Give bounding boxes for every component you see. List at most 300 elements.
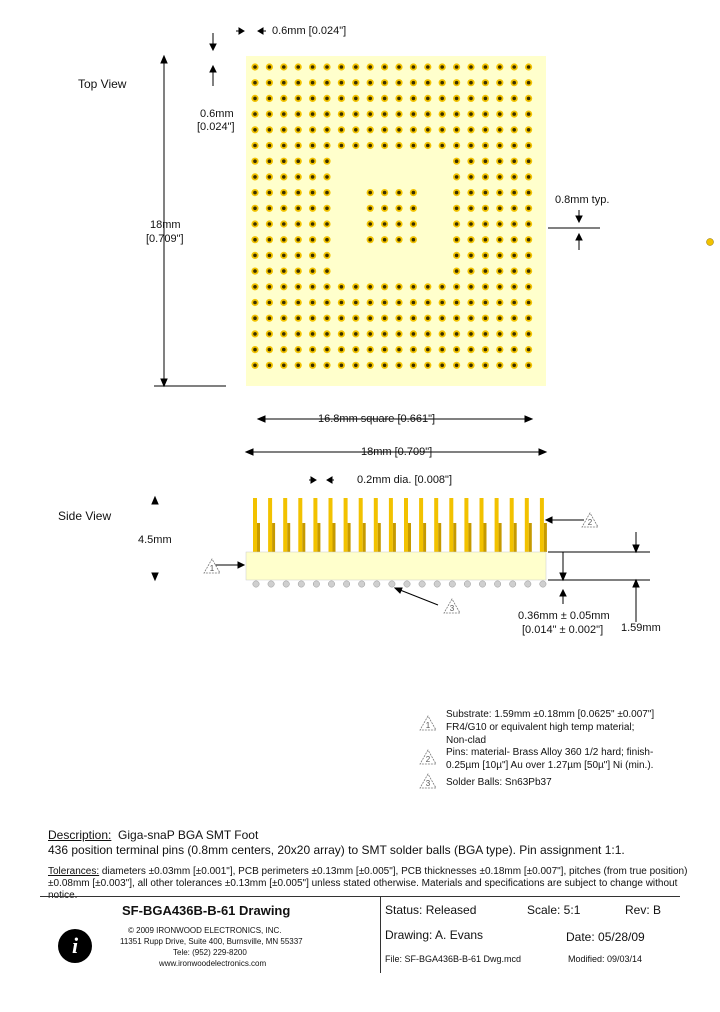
pin-center (455, 112, 459, 116)
side-pin-shoulder (514, 523, 517, 552)
pin-center (527, 285, 531, 289)
pin-center (397, 285, 401, 289)
solder-ball (434, 581, 440, 587)
pin-center (383, 97, 387, 101)
pin-center (325, 269, 329, 273)
side-pin (359, 498, 363, 552)
side-pin (480, 498, 484, 552)
solder-ball (404, 581, 410, 587)
marker-3-number: 3 (449, 604, 455, 613)
pin-center (354, 81, 358, 85)
pin-center (282, 159, 286, 163)
pin-center (253, 348, 257, 352)
pin-center (527, 316, 531, 320)
pin-center (282, 348, 286, 352)
pin-center (512, 65, 516, 69)
side-pin (389, 498, 393, 552)
pin-center (512, 222, 516, 226)
pin-center (512, 316, 516, 320)
pin-center (426, 364, 430, 368)
pin-center (296, 175, 300, 179)
pin-center (354, 144, 358, 148)
note-2-line-2: 0.25µm [10µ"] Au over 1.27µm [50µ"] Ni (min.). (446, 760, 654, 771)
pin-center (311, 175, 315, 179)
pin-center (368, 238, 372, 242)
pin-center (512, 191, 516, 195)
pin-center (484, 207, 488, 211)
pin-center (311, 269, 315, 273)
side-pin (464, 498, 468, 552)
pin-center (397, 112, 401, 116)
pin-center (383, 112, 387, 116)
pin-center (340, 332, 344, 336)
pin-center (268, 128, 272, 132)
pin-center (397, 128, 401, 132)
pin-center (325, 364, 329, 368)
side-pin (525, 498, 529, 552)
pin-center (512, 175, 516, 179)
side-pin (253, 498, 257, 552)
pin-center (455, 222, 459, 226)
pin-center (512, 301, 516, 305)
pin-center (484, 332, 488, 336)
pin-center (426, 65, 430, 69)
pin-center (397, 65, 401, 69)
pin-center (469, 254, 473, 258)
side-pin-shoulder (544, 523, 547, 552)
pin-center (253, 254, 257, 258)
pin-center (455, 269, 459, 273)
pin-center (397, 207, 401, 211)
solder-ball (313, 581, 319, 587)
solder-ball (464, 581, 470, 587)
pin-center (527, 332, 531, 336)
pin-center (527, 191, 531, 195)
pin-center (268, 191, 272, 195)
pin-center (368, 364, 372, 368)
pin-center (484, 159, 488, 163)
pitch-y-label-in: [0.024"] (197, 121, 235, 133)
pin-center (498, 128, 502, 132)
solder-ball (268, 581, 274, 587)
side-pin (434, 498, 438, 552)
pin-center (469, 285, 473, 289)
side-pin (283, 498, 287, 552)
pin-center (498, 191, 502, 195)
pin-center (527, 222, 531, 226)
pin-center (354, 285, 358, 289)
drawing-title: SF-BGA436B-B-61 Drawing (122, 903, 291, 918)
pin-center (253, 285, 257, 289)
pin-center (340, 81, 344, 85)
pin-center (253, 238, 257, 242)
pin-center (296, 65, 300, 69)
pin-center (455, 175, 459, 179)
pin-center (527, 301, 531, 305)
side-pin (329, 498, 333, 552)
side-pin-shoulder (348, 523, 351, 552)
solder-ball (253, 581, 259, 587)
pin-center (383, 348, 387, 352)
pin-center (383, 81, 387, 85)
pin-center (354, 316, 358, 320)
pin-center (296, 144, 300, 148)
note-2 (446, 746, 653, 772)
pin-center (383, 316, 387, 320)
pin-center (440, 144, 444, 148)
company-phone: Tele: (952) 229-8200 (173, 948, 247, 957)
pin-center (282, 65, 286, 69)
pin-center (412, 316, 416, 320)
pin-center (397, 316, 401, 320)
note-3-line-1: Solder Balls: Sn63Pb37 (446, 777, 552, 788)
pin-center (268, 238, 272, 242)
pin-center (340, 301, 344, 305)
rev-text: Rev: B (625, 903, 662, 917)
pin-center (296, 285, 300, 289)
pin-center (296, 159, 300, 163)
solder-ball (359, 581, 365, 587)
pin-center (296, 348, 300, 352)
pin-center (296, 254, 300, 258)
pin-center (268, 207, 272, 211)
side-pin (404, 498, 408, 552)
marker-1-number: 1 (209, 564, 215, 573)
pin-center (296, 128, 300, 132)
pin-center (311, 316, 315, 320)
pin-center (469, 97, 473, 101)
pin-center (397, 348, 401, 352)
pin-center (455, 364, 459, 368)
pin-center (469, 269, 473, 273)
pin-center (440, 112, 444, 116)
pin-center (412, 348, 416, 352)
pin-center (340, 144, 344, 148)
solder-ball (540, 581, 546, 587)
pin-center (311, 238, 315, 242)
solder-ball (328, 581, 334, 587)
pin-center (484, 222, 488, 226)
pin-center (354, 348, 358, 352)
pin-center (484, 81, 488, 85)
pin-center (368, 222, 372, 226)
side-pin-shoulder (287, 523, 290, 552)
pin-center (311, 128, 315, 132)
pin-center (282, 254, 286, 258)
pin-center (354, 332, 358, 336)
title-block-left (40, 897, 381, 973)
side-pin-shoulder (408, 523, 411, 552)
side-pin (449, 498, 453, 552)
pin-center (397, 332, 401, 336)
solder-ball (494, 581, 500, 587)
pin-center (383, 238, 387, 242)
side-height-label: 4.5mm (138, 534, 172, 546)
pin-center (268, 222, 272, 226)
pin-center (469, 332, 473, 336)
pin-center (325, 65, 329, 69)
pin-center (354, 301, 358, 305)
pin-center (397, 301, 401, 305)
pin-center (397, 97, 401, 101)
pin-center (412, 332, 416, 336)
side-pin-shoulder (257, 523, 260, 552)
pin-center (412, 222, 416, 226)
inner-width-label: 16.8mm square [0.661"] (318, 413, 436, 425)
pin-center (311, 81, 315, 85)
pin-center (512, 97, 516, 101)
pin-center (527, 97, 531, 101)
pin-center (484, 269, 488, 273)
pin-center (512, 112, 516, 116)
pin-center (455, 144, 459, 148)
pin-center (455, 81, 459, 85)
pin-center (325, 222, 329, 226)
pin-center (325, 285, 329, 289)
pin-center (412, 191, 416, 195)
pin-center (527, 159, 531, 163)
pin-center (469, 207, 473, 211)
pin-center (383, 222, 387, 226)
pin-center (527, 207, 531, 211)
pin-center (253, 144, 257, 148)
pin-center (469, 81, 473, 85)
modified-text: Modified: 09/03/14 (568, 954, 643, 964)
pin-center (368, 81, 372, 85)
pin-center (253, 207, 257, 211)
pin-dia-label: 0.2mm dia. [0.008"] (357, 474, 453, 486)
side-pin-shoulder (529, 523, 532, 552)
pin-center (282, 222, 286, 226)
pin-center (282, 191, 286, 195)
pin-center (340, 97, 344, 101)
top-view-title: Top View (78, 77, 127, 91)
pin-center (368, 332, 372, 336)
pin-center (512, 269, 516, 273)
pin-center (268, 269, 272, 273)
pin-center (512, 285, 516, 289)
pin-center (512, 332, 516, 336)
pin-center (440, 316, 444, 320)
substrate-thickness-label: 1.59mm (621, 622, 661, 634)
pin-center (368, 112, 372, 116)
pin-center (498, 348, 502, 352)
solder-ball (510, 581, 516, 587)
side-view-dimensions (152, 477, 650, 622)
pin-center (311, 222, 315, 226)
pin-center (282, 97, 286, 101)
pin-center (325, 191, 329, 195)
pin-center (340, 285, 344, 289)
side-pin-shoulder (333, 523, 336, 552)
pin-center (368, 128, 372, 132)
pin-center (253, 97, 257, 101)
pin-center (325, 332, 329, 336)
pin-center (484, 175, 488, 179)
pin-center (253, 159, 257, 163)
pin-center (498, 207, 502, 211)
pin-center (498, 175, 502, 179)
pin-center (368, 285, 372, 289)
pin-center (469, 222, 473, 226)
pin-center (498, 144, 502, 148)
pin-center (253, 301, 257, 305)
pin-center (484, 238, 488, 242)
pin-center (311, 191, 315, 195)
pin-center (498, 65, 502, 69)
pin-center (412, 144, 416, 148)
pin-center (340, 128, 344, 132)
pin-center (484, 364, 488, 368)
pin-center (311, 144, 315, 148)
pin-center (412, 112, 416, 116)
pin-center (383, 191, 387, 195)
pin-center (527, 175, 531, 179)
pin-center (412, 301, 416, 305)
pin-center (311, 254, 315, 258)
scale-text: Scale: 5:1 (527, 903, 581, 917)
pin-center (412, 207, 416, 211)
pin-center (354, 128, 358, 132)
pin-center (440, 81, 444, 85)
pin-center (282, 81, 286, 85)
marker-2-number: 2 (587, 518, 593, 527)
company-website: www.ironwoodelectronics.com (159, 959, 267, 968)
pin-center (311, 65, 315, 69)
pin-center (296, 112, 300, 116)
file-text: File: SF-BGA436B-B-61 Dwg.mcd (385, 954, 522, 964)
pin-center (527, 269, 531, 273)
pin-center (455, 285, 459, 289)
pin-center (484, 144, 488, 148)
pin-center (527, 364, 531, 368)
pin-center (426, 112, 430, 116)
typ-pitch-label: 0.8mm typ. (555, 194, 610, 206)
side-pin-shoulder (453, 523, 456, 552)
description-detail: 436 position terminal pins (0.8mm centers, 20x20 array) to SMT solder balls (BGA type). Pin assignment 1:1. (48, 843, 625, 857)
pin-center (325, 128, 329, 132)
pin-center (469, 348, 473, 352)
pin-center (484, 191, 488, 195)
pin-center (469, 128, 473, 132)
pin-center (311, 207, 315, 211)
side-pin-shoulder (363, 523, 366, 552)
pin-center (426, 285, 430, 289)
solder-ball (298, 581, 304, 587)
pin-center (282, 128, 286, 132)
pin-center (383, 364, 387, 368)
pin-center (253, 269, 257, 273)
pin-center (397, 191, 401, 195)
pin-center (498, 285, 502, 289)
pin-center (340, 316, 344, 320)
company-copyright: © 2009 IRONWOOD ELECTRONICS, INC. (128, 926, 282, 935)
pin-center (268, 316, 272, 320)
pin-center (282, 112, 286, 116)
pin-center (296, 364, 300, 368)
pin-center (498, 222, 502, 226)
solder-ball (283, 581, 289, 587)
pin-center (527, 254, 531, 258)
side-pin-shoulder (468, 523, 471, 552)
pin-center (512, 238, 516, 242)
pin-center (282, 238, 286, 242)
pin-center (253, 175, 257, 179)
pin-center (311, 301, 315, 305)
pin-center (368, 65, 372, 69)
side-pin (268, 498, 272, 552)
pin-center (484, 348, 488, 352)
pin-center (484, 112, 488, 116)
pin-center (368, 316, 372, 320)
pin-center (296, 301, 300, 305)
pin-center (383, 332, 387, 336)
note-1-line-3: Non-clad (446, 735, 487, 746)
pin-center (469, 238, 473, 242)
pin-center (397, 81, 401, 85)
outer-width-label: 18mm [0.709"] (361, 446, 433, 458)
pin-center (412, 285, 416, 289)
pin-center (253, 316, 257, 320)
pin-center (455, 65, 459, 69)
ball-height-label: 0.36mm ± 0.05mm (518, 610, 610, 622)
pin-center (426, 301, 430, 305)
side-pin (495, 498, 499, 552)
pitch-x-label: 0.6mm [0.024"] (272, 25, 347, 37)
side-pin (313, 498, 317, 552)
pin-center (455, 159, 459, 163)
pin-center (455, 191, 459, 195)
pin-center (325, 112, 329, 116)
pin-center (484, 285, 488, 289)
pin-center (527, 128, 531, 132)
pin-center (325, 144, 329, 148)
company-logo (58, 929, 92, 963)
pin-center (296, 97, 300, 101)
pin-center (512, 128, 516, 132)
pin-center (426, 81, 430, 85)
pin-center (469, 301, 473, 305)
pin-center (469, 316, 473, 320)
pin-center (296, 238, 300, 242)
pin-center (268, 159, 272, 163)
pin-center (383, 207, 387, 211)
pin-center (268, 112, 272, 116)
pin-center (368, 301, 372, 305)
pin-center (426, 97, 430, 101)
pin-center (268, 144, 272, 148)
pin-center (455, 332, 459, 336)
solder-ball (419, 581, 425, 587)
pin-center (455, 301, 459, 305)
tolerances-line-1: diameters ±0.03mm [±0.001"], PCB perimeters ±0.13mm [±0.005"], PCB thicknesses ±0.18mm [±0.007"], pitches (from true position) (101, 866, 688, 877)
pin-center (512, 159, 516, 163)
pin-center (253, 128, 257, 132)
pin-center (440, 285, 444, 289)
pin-center (412, 128, 416, 132)
pin-center (469, 112, 473, 116)
pin-center (282, 207, 286, 211)
pin-center (440, 128, 444, 132)
side-pin-shoulder (272, 523, 275, 552)
note-1-number: 1 (425, 721, 431, 730)
pin-center (340, 112, 344, 116)
pin-center (455, 254, 459, 258)
pin-center (397, 222, 401, 226)
company-address: 11351 Rupp Drive, Suite 400, Burnsville, MN 55337 (120, 937, 303, 946)
pin-center (311, 285, 315, 289)
pin-center (368, 207, 372, 211)
